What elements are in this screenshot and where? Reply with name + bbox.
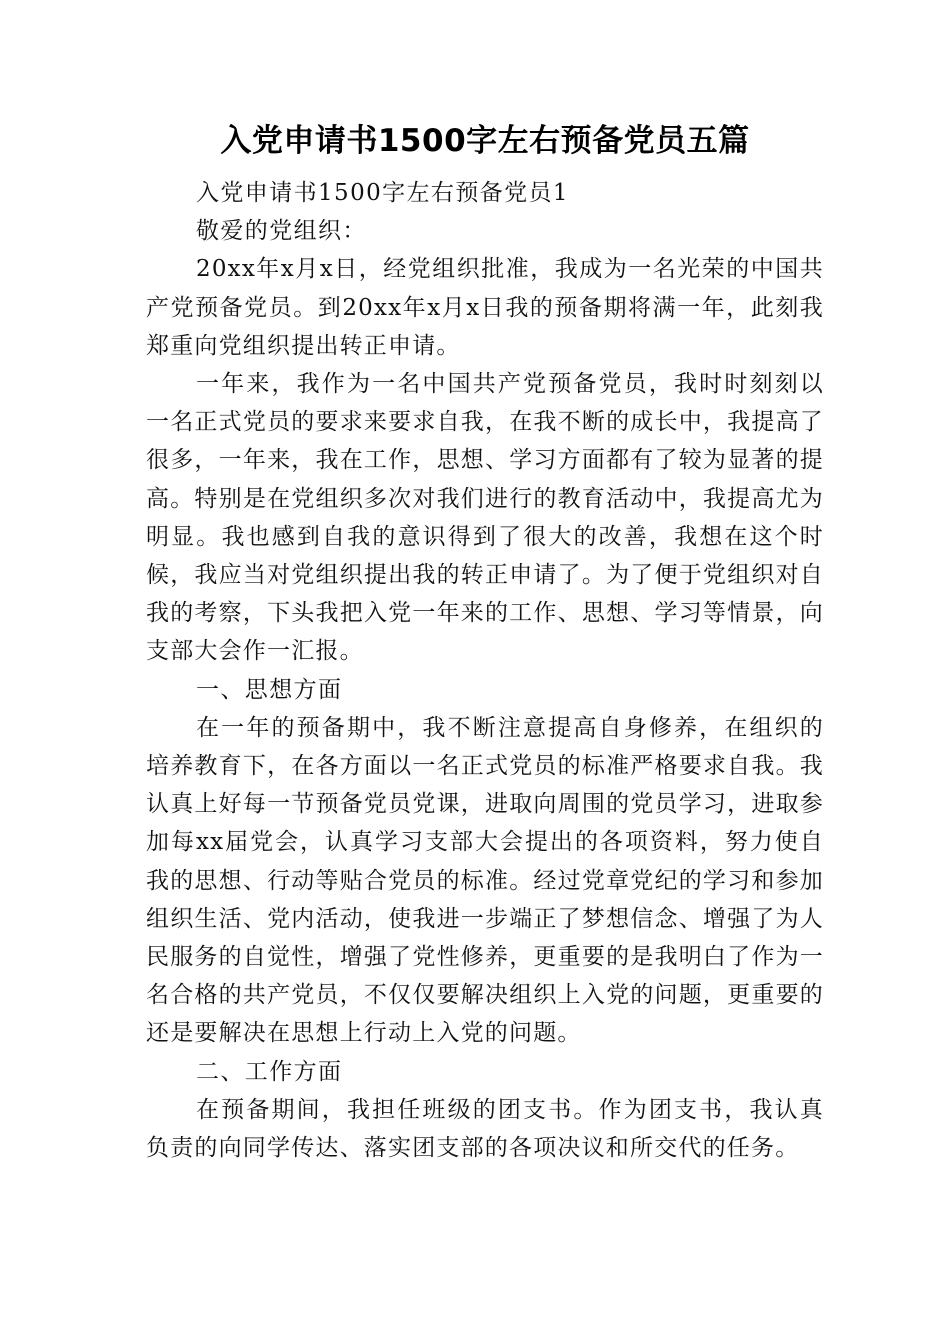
section-subtitle: 入党申请书1500字左右预备党员1 (196, 180, 569, 206)
document-page (146, 118, 824, 1167)
paragraph-work: 在预备期间，我担任班级的团支书。作为团支书，我认真负责的向同学传达、落实团支部的各项决议和所交代的任务。 (146, 1096, 824, 1162)
salutation: 敬爱的党组织： (196, 218, 367, 245)
document-title: 入党申请书1500字左右预备党员五篇 (220, 123, 750, 159)
section-heading-work: 二、工作方面 (196, 1058, 343, 1085)
section-heading-thought: 一、思想方面 (196, 676, 343, 703)
paragraph-thought: 在一年的预备期中，我不断注意提高自身修养，在组织的培养教育下，在各方面以一名正式党员的标准严格要求自我。我认真上好每一节预备党员党课，进取向周围的党员学习，进取参加每xx届党会，认真学习支部大会提出的各项资料，努力使自我的思想、行动等贴合党员的标准。经过党章党纪的学习和参加组织生活、党内活动，使我进一步端正了梦想信念、增强了为人民服务的自觉性，增强了党性修养，更重要的是我明白了作为一名合格的共产党员，不仅仅要解决组织上入党的问题，更重要的还是要解决在思想上行动上入党的问题。 (146, 714, 824, 1047)
paragraph-overview: 一年来，我作为一名中国共产党预备党员，我时时刻刻以一名正式党员的要求来要求自我，在我不断的成长中，我提高了很多，一年来，我在工作，思想、学习方面都有了较为显著的提高。特别是在党组织多次对我们进行的教育活动中，我提高尤为明显。我也感到自我的意识得到了很大的改善，我想在这个时候，我应当对党组织提出我的转正申请了。为了便于党组织对自我的考察，下头我把入党一年来的工作、思想、学习等情景，向支部大会作一汇报。 (146, 371, 824, 665)
paragraph-intro: 20xx年x月x日，经党组织批准，我成为一名光荣的中国共产党预备党员。到20xx年x月x日我的预备期将满一年，此刻我郑重向党组织提出转正申请。 (146, 256, 824, 359)
